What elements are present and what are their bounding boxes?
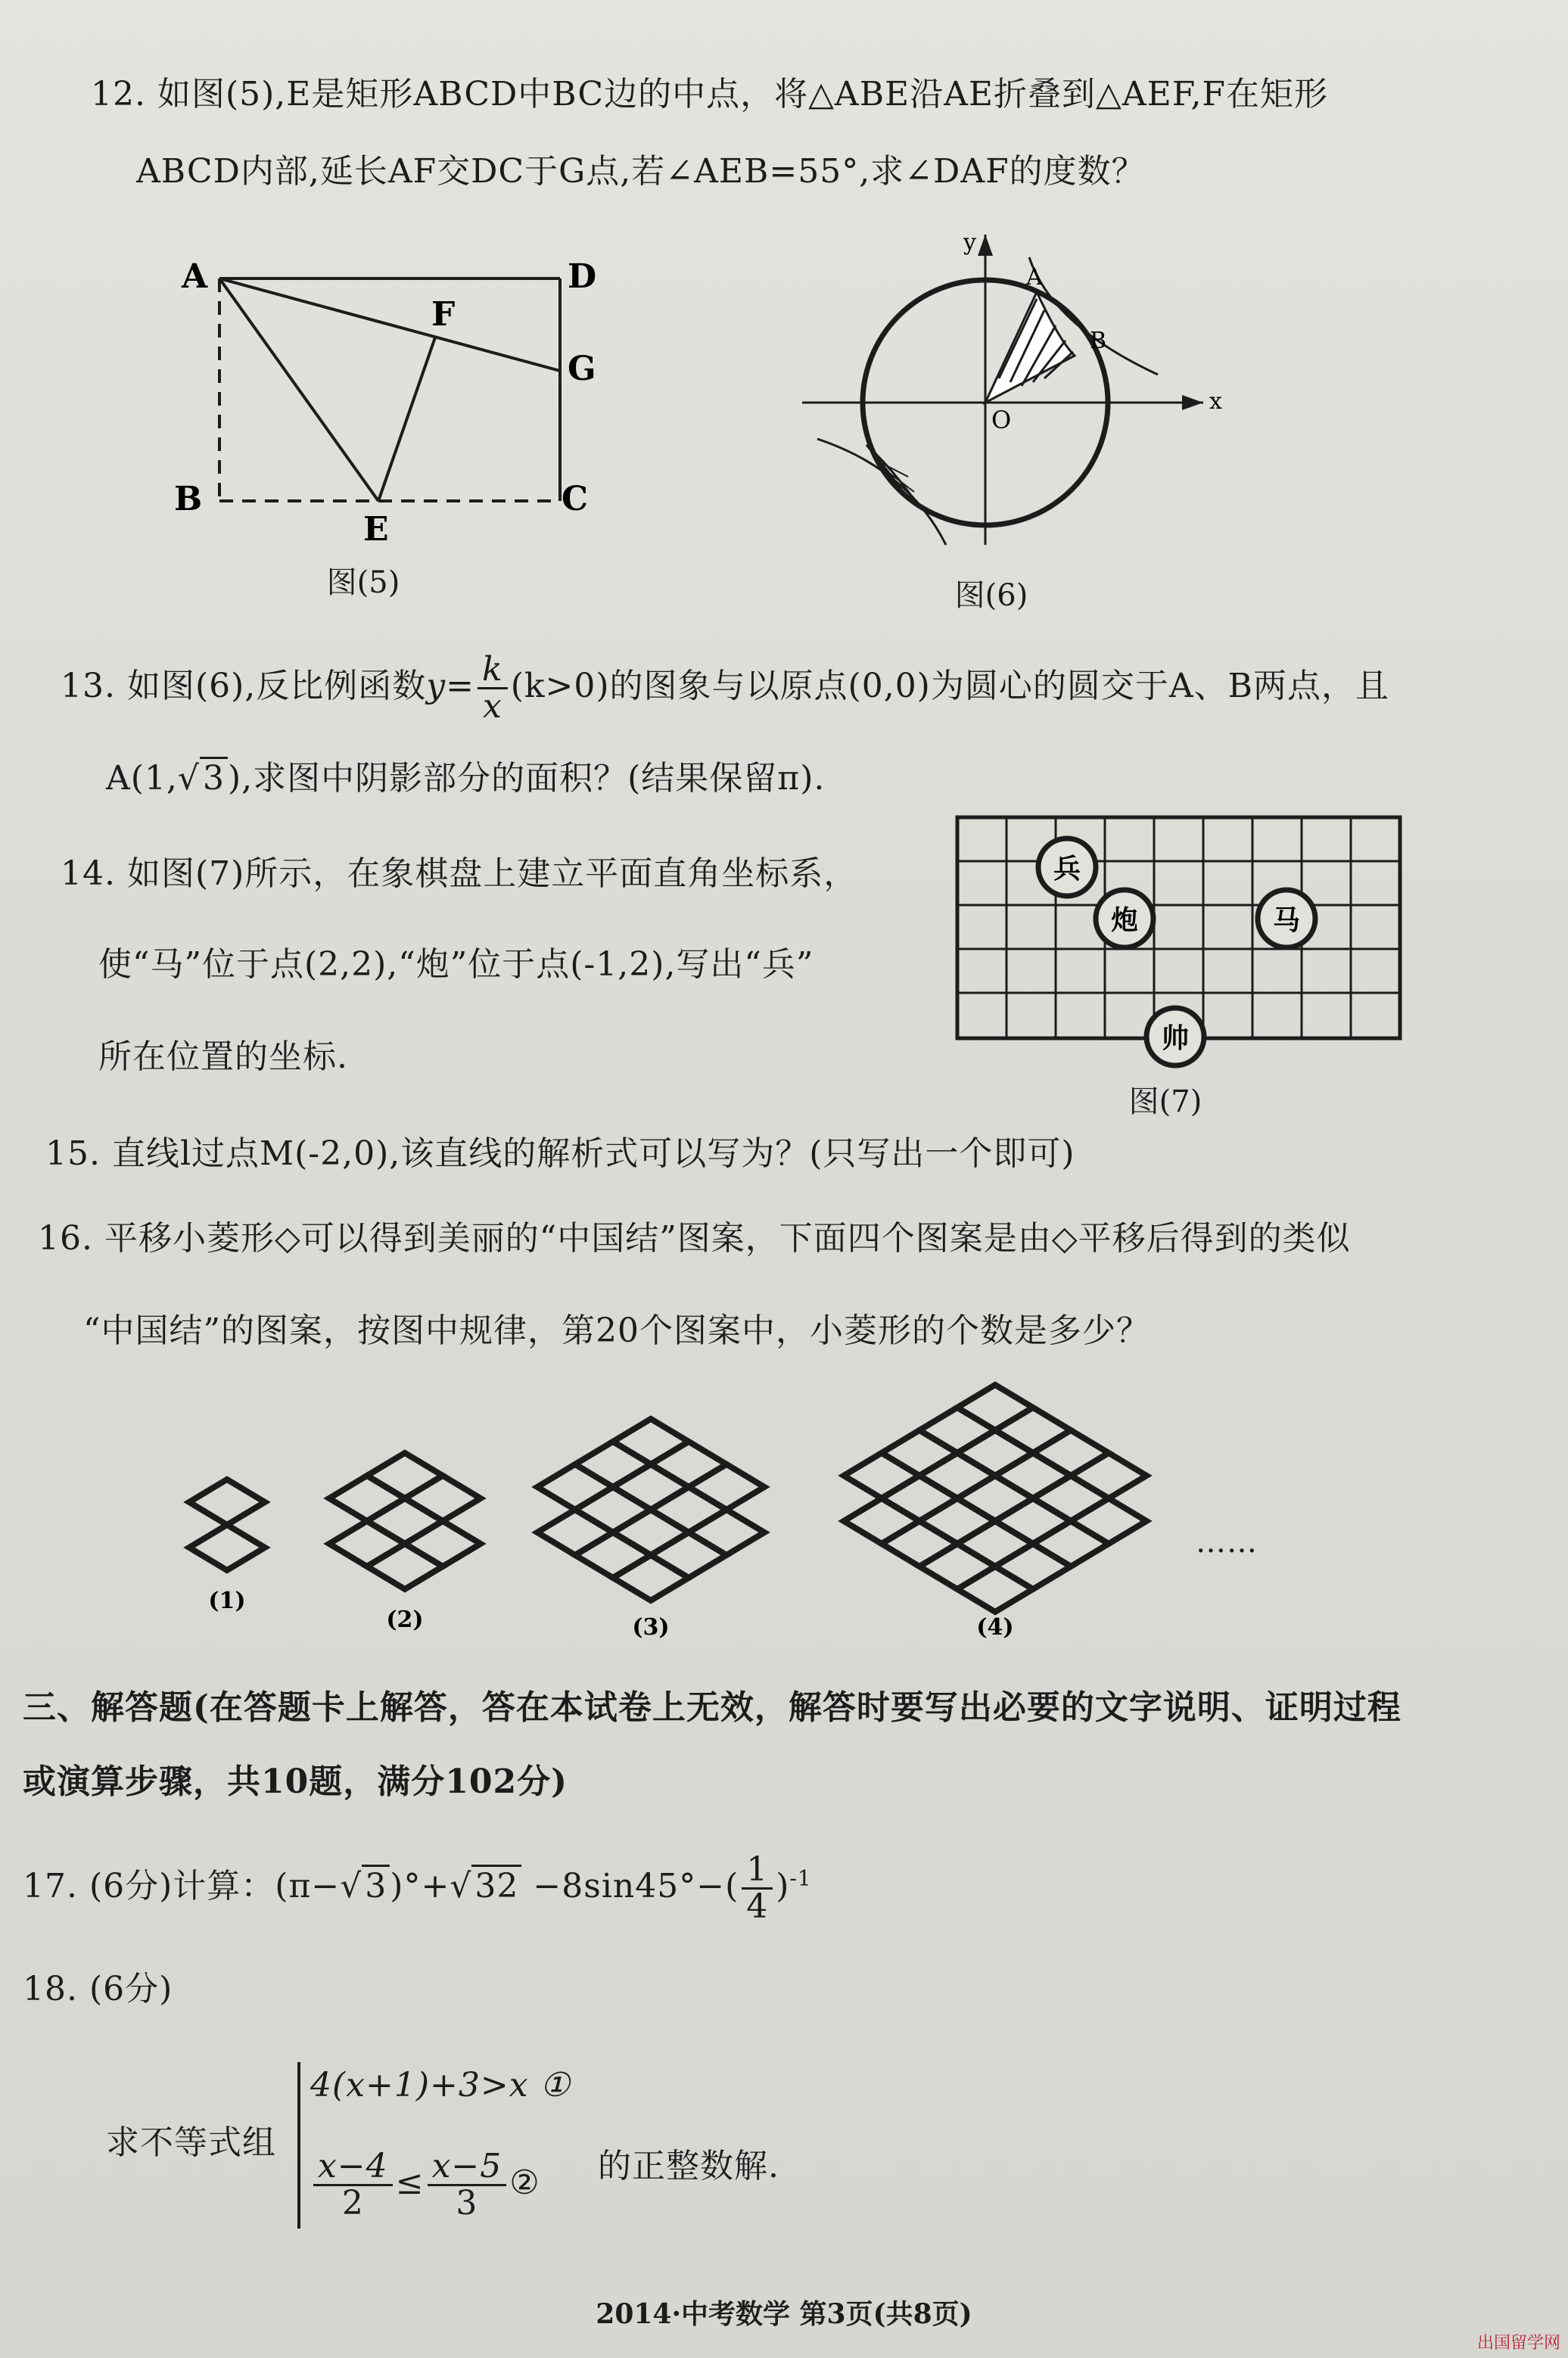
diamond bbox=[189, 1479, 265, 1525]
diamond bbox=[957, 1566, 1033, 1612]
q17-fraction-denominator: 4 bbox=[746, 1887, 769, 1927]
diamond bbox=[957, 1521, 1033, 1566]
q16-ellipsis: …… bbox=[1196, 1525, 1258, 1560]
diamond bbox=[882, 1476, 957, 1521]
q13-fraction bbox=[478, 652, 508, 724]
diamond bbox=[189, 1525, 265, 1570]
diamond bbox=[957, 1430, 1033, 1476]
q17-fraction bbox=[742, 1850, 773, 1927]
q13-sqrt3: 3 bbox=[200, 757, 228, 798]
diamond bbox=[957, 1385, 1033, 1430]
q18-head: 18. (6分) bbox=[23, 1970, 173, 2008]
diamond bbox=[1033, 1476, 1109, 1521]
point-g-label: G bbox=[568, 350, 596, 388]
diamond bbox=[405, 1476, 481, 1521]
knot-pattern-label-4: (4) bbox=[976, 1614, 1014, 1641]
piece-pao-label: 炮 bbox=[1110, 904, 1139, 936]
q17-sqrt32: 32 bbox=[471, 1865, 521, 1905]
diamond bbox=[919, 1498, 995, 1544]
diamond bbox=[537, 1510, 613, 1555]
q15-text: 15. 直线l过点M(-2,0),该直线的解析式可以写为？(只写出一个即可) bbox=[45, 1134, 1075, 1173]
figure-5-rectangle-diagram bbox=[174, 257, 613, 549]
q13-function-y: y= bbox=[426, 667, 475, 706]
piece-bing bbox=[1038, 838, 1096, 896]
diamond bbox=[1033, 1430, 1109, 1476]
q17-radical-sign-2: √ bbox=[450, 1867, 472, 1906]
q17-close: ) bbox=[776, 1867, 790, 1906]
q17-mid2: −8sin45°−( bbox=[521, 1867, 739, 1906]
q18-le-sign: ≤ bbox=[395, 2164, 425, 2203]
q17-prefix: 17. (6分)计算：(π− bbox=[23, 1867, 341, 1906]
piece-shuai-label: 帅 bbox=[1161, 1022, 1190, 1054]
diamond bbox=[575, 1487, 651, 1532]
point-f-label: F bbox=[431, 295, 456, 334]
origin-label: O bbox=[991, 406, 1012, 434]
q18-inequality-2 bbox=[310, 2149, 540, 2221]
point-d-label: D bbox=[568, 257, 597, 296]
chinese-knot-patterns bbox=[0, 1362, 1568, 1665]
point-e-label: E bbox=[363, 510, 389, 549]
diamond bbox=[1071, 1453, 1146, 1498]
q18-fraction-1-numerator: x−4 bbox=[313, 2149, 393, 2186]
piece-ma-label: 马 bbox=[1272, 904, 1301, 936]
q14-line1: 14. 如图(7)所示，在象棋盘上建立平面直角坐标系， bbox=[61, 854, 858, 893]
q18-system-bracket bbox=[291, 2058, 306, 2232]
piece-pao bbox=[1096, 890, 1153, 947]
diamond bbox=[957, 1476, 1033, 1521]
diamond bbox=[575, 1442, 651, 1487]
diamond bbox=[537, 1464, 613, 1510]
watermark-logo: 出国留学网 bbox=[1476, 2334, 1560, 2353]
point-c-label: C bbox=[562, 480, 589, 518]
piece-shuai bbox=[1146, 1008, 1204, 1065]
figure-7-chessboard bbox=[954, 810, 1408, 1067]
figure-7-caption: 图(7) bbox=[1128, 1084, 1202, 1119]
q16-line1: 16. 平移小菱形◇可以得到美丽的“中国结”图案，下面四个图案是由◇平移后得到的类似 bbox=[38, 1219, 1351, 1258]
q13-fraction-numerator: k bbox=[478, 652, 508, 689]
diamond bbox=[651, 1487, 726, 1532]
diamond bbox=[651, 1487, 726, 1532]
diamond bbox=[613, 1510, 689, 1555]
q18-fraction-1 bbox=[313, 2149, 393, 2221]
section3-line2: 或演算步骤，共10题，满分102分) bbox=[23, 1762, 568, 1801]
diamond bbox=[613, 1419, 689, 1464]
diamond bbox=[844, 1498, 919, 1544]
diamond bbox=[882, 1430, 957, 1476]
q14-line3: 所在位置的坐标. bbox=[98, 1037, 348, 1076]
point-b-label: B bbox=[1090, 328, 1107, 354]
diamond bbox=[367, 1544, 443, 1589]
y-axis-label: y bbox=[963, 229, 976, 256]
point-a-label: A bbox=[182, 257, 208, 296]
knot-pattern-3 bbox=[537, 1419, 764, 1641]
diamond bbox=[995, 1453, 1071, 1498]
diamond bbox=[367, 1498, 443, 1544]
q13-line2 bbox=[106, 751, 825, 799]
figure-5-caption: 图(5) bbox=[326, 565, 400, 600]
q17-fraction-numerator: 1 bbox=[742, 1852, 773, 1890]
q17-line bbox=[23, 1850, 812, 1927]
diamond bbox=[329, 1521, 405, 1566]
q17-sqrt3: 3 bbox=[362, 1865, 390, 1905]
q17-mid1: )°+ bbox=[390, 1867, 450, 1906]
diamond bbox=[575, 1532, 651, 1578]
diamond bbox=[995, 1453, 1071, 1498]
diamond bbox=[957, 1430, 1033, 1476]
q13-line1 bbox=[61, 652, 1389, 724]
knot-pattern-label-3: (3) bbox=[632, 1614, 670, 1641]
diamond bbox=[957, 1521, 1033, 1566]
diamond bbox=[919, 1544, 995, 1589]
diamond bbox=[689, 1510, 764, 1555]
q18-fraction-2-denominator: 3 bbox=[456, 2184, 478, 2223]
diamond bbox=[329, 1476, 405, 1521]
q13-condition: (k>0)的图象与以原点(0,0)为圆心的圆交于A、B两点，且 bbox=[510, 667, 1389, 706]
diamond bbox=[995, 1498, 1071, 1544]
diamond bbox=[613, 1464, 689, 1510]
x-axis-label: x bbox=[1209, 388, 1222, 415]
diamond bbox=[957, 1476, 1033, 1521]
diamond bbox=[367, 1498, 443, 1544]
diamond bbox=[613, 1510, 689, 1555]
diamond bbox=[651, 1532, 726, 1578]
q17-radical-sign-1: √ bbox=[340, 1867, 362, 1906]
piece-bing-label: 兵 bbox=[1053, 853, 1081, 885]
diamond bbox=[882, 1521, 957, 1566]
diamond bbox=[995, 1498, 1071, 1544]
knot-pattern-4 bbox=[844, 1385, 1146, 1641]
diamond bbox=[919, 1453, 995, 1498]
diamond bbox=[919, 1453, 995, 1498]
q13-point-a-open: A(1, bbox=[106, 759, 178, 798]
q17-exponent: -1 bbox=[789, 1865, 812, 1891]
q18-inequality-1: 4(x+1)+3>x ① bbox=[310, 2066, 571, 2104]
diamond bbox=[613, 1464, 689, 1510]
q18-suffix: 的正整数解. bbox=[598, 2147, 779, 2185]
q18-fraction-2-numerator: x−5 bbox=[428, 2149, 507, 2186]
section3-line1: 三、解答题(在答题卡上解答，答在本试卷上无效，解答时要写出必要的文字说明、证明过程 bbox=[23, 1688, 1402, 1727]
diamond bbox=[367, 1453, 443, 1498]
knot-pattern-label-1: (1) bbox=[208, 1588, 246, 1614]
q13-radical-sign: √ bbox=[177, 759, 200, 798]
diamond bbox=[1071, 1498, 1146, 1544]
diamond bbox=[613, 1555, 689, 1601]
diamond bbox=[882, 1476, 957, 1521]
diamond bbox=[575, 1487, 651, 1532]
knot-pattern-1 bbox=[189, 1479, 265, 1614]
page-footer: 2014·中考数学 第3页(共8页) bbox=[596, 2298, 972, 2330]
diamond bbox=[1033, 1521, 1109, 1566]
piece-ma bbox=[1258, 890, 1315, 947]
q12-line2: ABCD内部,延长AF交DC于G点,若∠AEB=55°,求∠DAF的度数？ bbox=[136, 152, 1146, 191]
knot-pattern-2 bbox=[329, 1453, 481, 1633]
figure-6-caption: 图(6) bbox=[954, 578, 1028, 613]
q16-line2: “中国结”的图案，按图中规律，第20个图案中，小菱形的个数是多少？ bbox=[83, 1311, 1150, 1350]
diamond bbox=[995, 1408, 1071, 1453]
figure-6-circle-hyperbola-diagram bbox=[795, 227, 1222, 560]
q18-prefix: 求不等式组 bbox=[106, 2123, 276, 2162]
diamond bbox=[919, 1498, 995, 1544]
q12-line1: 12. 如图(5),E是矩形ABCD中BC边的中点，将△ABE沿AE折叠到△AEF,F在矩形 bbox=[91, 75, 1328, 114]
diamond bbox=[651, 1442, 726, 1487]
diamond bbox=[1033, 1476, 1109, 1521]
diamond bbox=[844, 1453, 919, 1498]
point-b-label: B bbox=[174, 480, 203, 518]
q18-fraction-1-denominator: 2 bbox=[341, 2184, 364, 2223]
q13-fraction-denominator: x bbox=[482, 687, 502, 726]
q13-prefix: 13. 如图(6),反比例函数 bbox=[61, 667, 427, 706]
point-a-label: A bbox=[1026, 264, 1043, 291]
diamond bbox=[995, 1544, 1071, 1589]
q14-line2: 使“马”位于点(2,2),“炮”位于点(-1,2),写出“兵” bbox=[98, 945, 814, 984]
q18-mark-2: ② bbox=[509, 2164, 540, 2203]
diamond bbox=[405, 1521, 481, 1566]
q13-question-text: ),求图中阴影部分的面积？(结果保留π). bbox=[227, 759, 826, 798]
diamond bbox=[919, 1408, 995, 1453]
diamond bbox=[689, 1464, 764, 1510]
knot-pattern-label-2: (2) bbox=[386, 1607, 424, 1633]
q18-fraction-2 bbox=[428, 2149, 507, 2221]
